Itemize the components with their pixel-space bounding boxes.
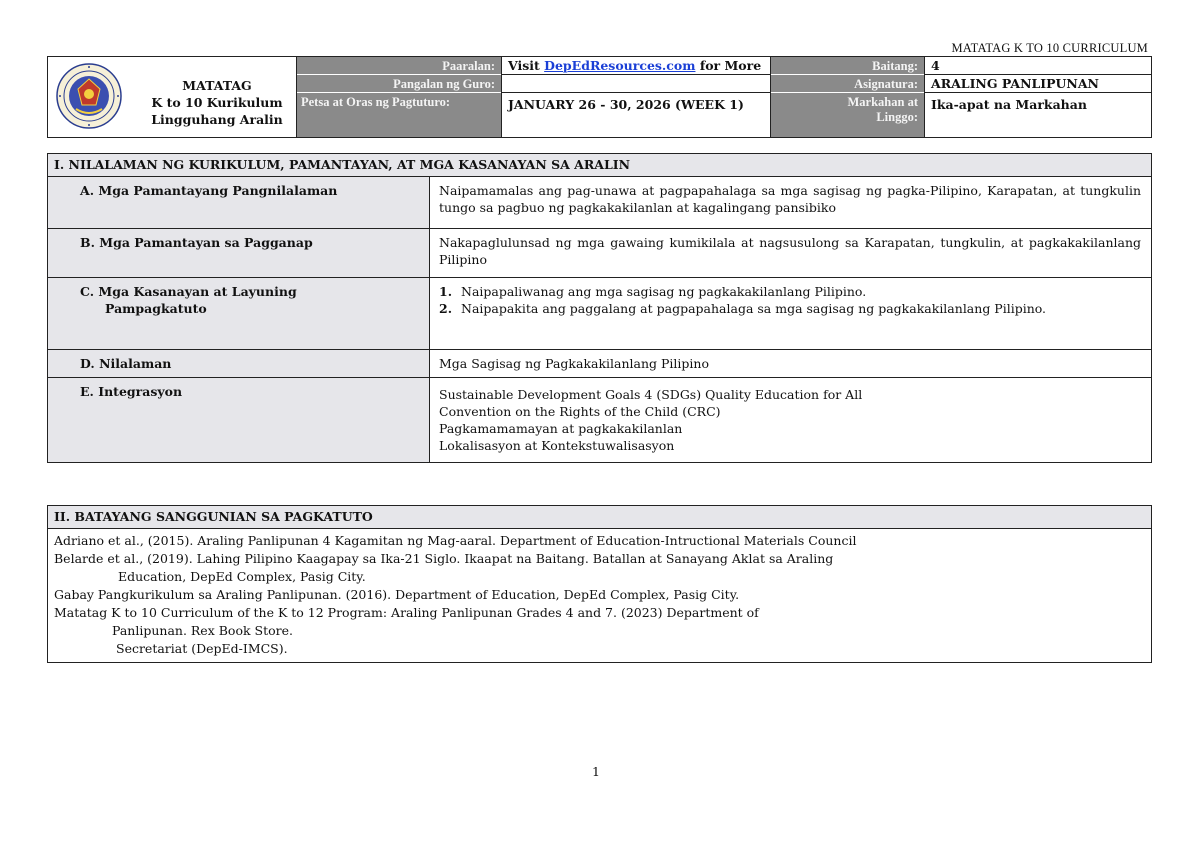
table-row: [48, 229, 1151, 278]
section-sanggunian: [47, 505, 1152, 663]
baitang-label: Baitang:: [771, 57, 924, 75]
guro-value: [501, 75, 771, 93]
markahan-value: Ika-apat na Markahan: [924, 93, 1151, 137]
header-logo-cell: [48, 57, 297, 137]
header-title-line: Lingguhang Aralin: [151, 112, 283, 127]
paaralan-suffix: for More: [695, 58, 762, 73]
section-heading: II. BATAYANG SANGGUNIAN SA PAGKATUTO: [48, 506, 1151, 529]
list-number: 1.: [439, 284, 453, 299]
header-title: [132, 77, 302, 128]
header-info-grid: [297, 57, 1151, 137]
row-label: D. Nilalaman: [48, 350, 430, 377]
section-heading: I. NILALAMAN NG KURIKULUM, PAMANTAYAN, AT MGA KASANAYAN SA ARALIN: [48, 154, 1151, 177]
baitang-value: 4: [924, 57, 1151, 75]
row-label: A. Mga Pamantayang Pangnilalaman: [48, 177, 430, 228]
reference-line: Secretariat (DepEd-IMCS).: [116, 641, 288, 656]
list-item: [439, 283, 1141, 300]
reference-line: Panlipunan. Rex Book Store.: [112, 623, 293, 638]
row-content: [430, 378, 1151, 462]
petsa-label: Petsa at Oras ng Pagtuturo:: [297, 93, 501, 137]
integration-line: Sustainable Development Goals 4 (SDGs) Quality Education for All: [439, 387, 863, 402]
reference-line: Gabay Pangkurikulum sa Araling Panlipunan. (2016). Department of Education, DepEd Complex, Pasig City.: [54, 587, 740, 602]
guro-label: Pangalan ng Guro:: [297, 75, 501, 93]
row-label-line: Pampagkatuto: [105, 301, 207, 316]
list-item: [439, 300, 1141, 317]
integration-line: Lokalisasyon at Kontekstuwalisasyon: [439, 438, 675, 453]
list-text: Naipapaliwanag ang mga sagisag ng pagkakakilanlang Pilipino.: [461, 284, 867, 299]
paaralan-prefix: Visit: [508, 58, 545, 73]
lesson-header: [47, 56, 1152, 138]
reference-line: Education, DepEd Complex, Pasig City.: [118, 569, 366, 584]
table-row: [48, 278, 1151, 350]
table-row: [48, 177, 1151, 229]
asignatura-value: ARALING PANLIPUNAN: [924, 75, 1151, 93]
paaralan-label: Paaralan:: [297, 57, 501, 75]
row-label: [48, 278, 430, 349]
row-content: Nakapaglulunsad ng mga gawaing kumikilala at nagsusulong sa Karapatan, tungkulin, at pagkakakilanlang Pilipino: [439, 235, 1141, 267]
table-row: [48, 350, 1151, 378]
asignatura-label: Asignatura:: [771, 75, 924, 93]
integration-line: Convention on the Rights of the Child (CRC): [439, 404, 721, 419]
page-number: 1: [592, 764, 600, 779]
integration-line: Pagkamamamayan at pagkakakilanlan: [439, 421, 683, 436]
row-label: E. Integrasyon: [48, 378, 430, 462]
paaralan-value: [501, 57, 771, 75]
list-text: Naipapakita ang paggalang at pagpapahalaga sa mga sagisag ng pagkakakilanlang Pilipino.: [461, 301, 1047, 316]
markahan-label: [771, 93, 924, 137]
deped-seal-icon: [56, 63, 122, 129]
reference-line: Adriano et al., (2015). Araling Panlipunan 4 Kagamitan ng Mag-aaral. Department of Education-Intructional Materials Council: [54, 533, 857, 548]
depedresources-link[interactable]: DepEdResources.com: [544, 58, 696, 73]
curriculum-tag: MATATAG K TO 10 CURRICULUM: [951, 41, 1148, 55]
list-number: 2.: [439, 301, 453, 316]
markahan-label-line: Markahan at: [847, 95, 918, 109]
petsa-value: JANUARY 26 - 30, 2026 (WEEK 1): [501, 93, 771, 137]
section-nilalaman: [47, 153, 1152, 463]
table-row: [48, 378, 1151, 462]
markahan-label-line: Linggo:: [876, 110, 918, 124]
reference-list: [48, 529, 1151, 662]
reference-line: Matatag K to 10 Curriculum of the K to 12 Program: Araling Panlipunan Grades 4 and 7. (2023) Department of: [54, 605, 759, 620]
header-title-line: K to 10 Kurikulum: [151, 95, 283, 110]
row-label: B. Mga Pamantayan sa Pagganap: [48, 229, 430, 277]
reference-line: Belarde et al., (2019). Lahing Pilipino Kaagapay sa Ika-21 Siglo. Ikaapat na Baitang. Batallan at Sanayang Aklat sa Araling: [54, 551, 834, 566]
header-title-line: MATATAG: [182, 78, 252, 93]
row-content: [430, 278, 1151, 349]
row-label-line: C. Mga Kasanayan at Layuning: [80, 284, 297, 299]
row-content: Mga Sagisag ng Pagkakakilanlang Pilipino: [439, 356, 709, 371]
row-content: Naipamamalas ang pag-unawa at pagpapahalaga sa mga sagisag ng pagka-Pilipino, Karapatan, at tungkulin tungo sa pagbuo ng pagkakakilanlan at kagalingang pansibiko: [439, 183, 1141, 215]
